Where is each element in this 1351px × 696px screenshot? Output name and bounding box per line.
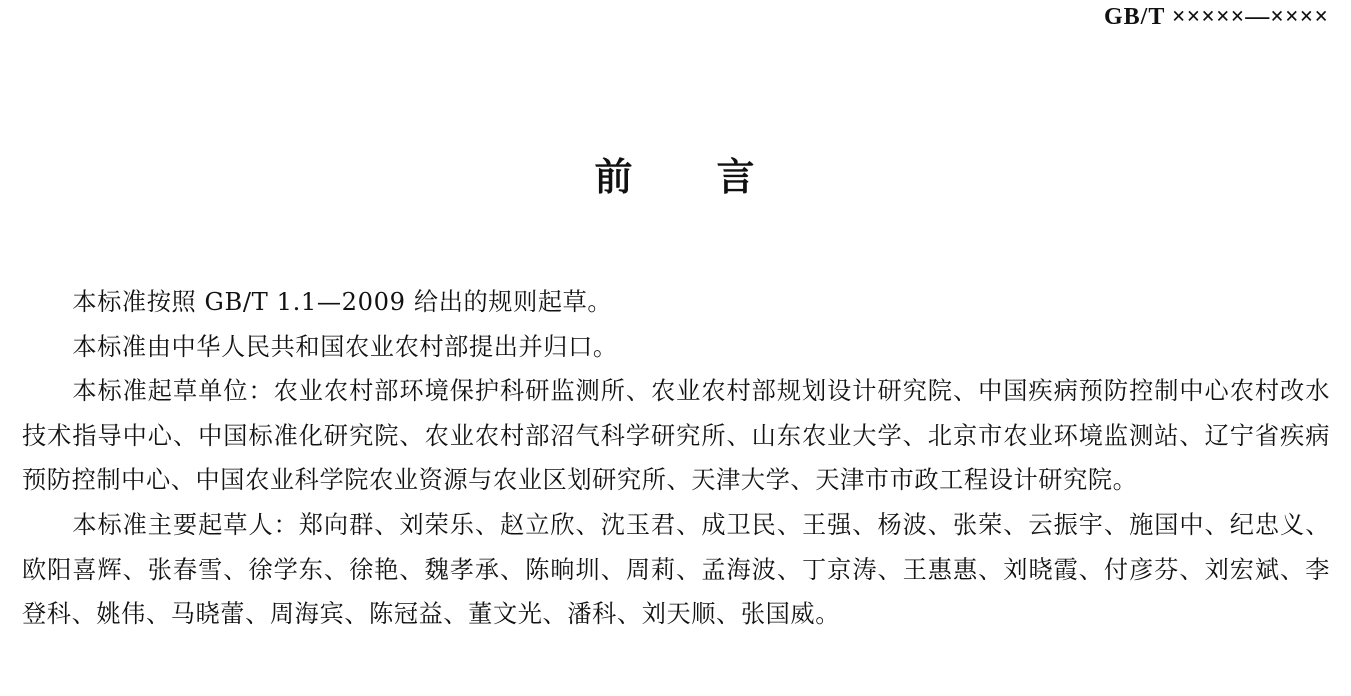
foreword-body: [22, 280, 1330, 637]
page-title: [0, 146, 1351, 201]
paragraph-drafting-rules: 本标准按照 GB/T 1.1—2009 给出的规则起草。: [72, 288, 613, 316]
paragraph-proposer: 本标准由中华人民共和国农业农村部提出并归口。: [72, 332, 618, 361]
paragraph-main-drafters: 本标准主要起草人：郑向群、刘荣乐、赵立欣、沈玉君、成卫民、王强、杨波、张荣、云振宇、施国中、纪忠义、欧阳喜辉、张春雪、徐学东、徐艳、魏孝承、陈晌圳、周莉、孟海波、丁京涛、王惠惠、刘晓霞、付彦芬、刘宏斌、李登科、姚伟、马晓蕾、周海宾、陈冠益、董文光、潘科、刘天顺、张国威。: [22, 510, 1330, 629]
title-char-1: 前: [594, 155, 635, 199]
title-char-2: 言: [716, 155, 757, 199]
standard-code-header: GB/T ×××××—××××: [1104, 4, 1329, 30]
paragraph-drafting-units: 本标准起草单位：农业农村部环境保护科研监测所、农业农村部规划设计研究院、中国疾病预防控制中心农村改水技术指导中心、中国标准化研究院、农业农村部沼气科学研究所、山东农业大学、北京市农业环境监测站、辽宁省疾病预防控制中心、中国农业科学院农业资源与农业区划研究所、天津大学、天津市市政工程设计研究院。: [22, 377, 1330, 495]
